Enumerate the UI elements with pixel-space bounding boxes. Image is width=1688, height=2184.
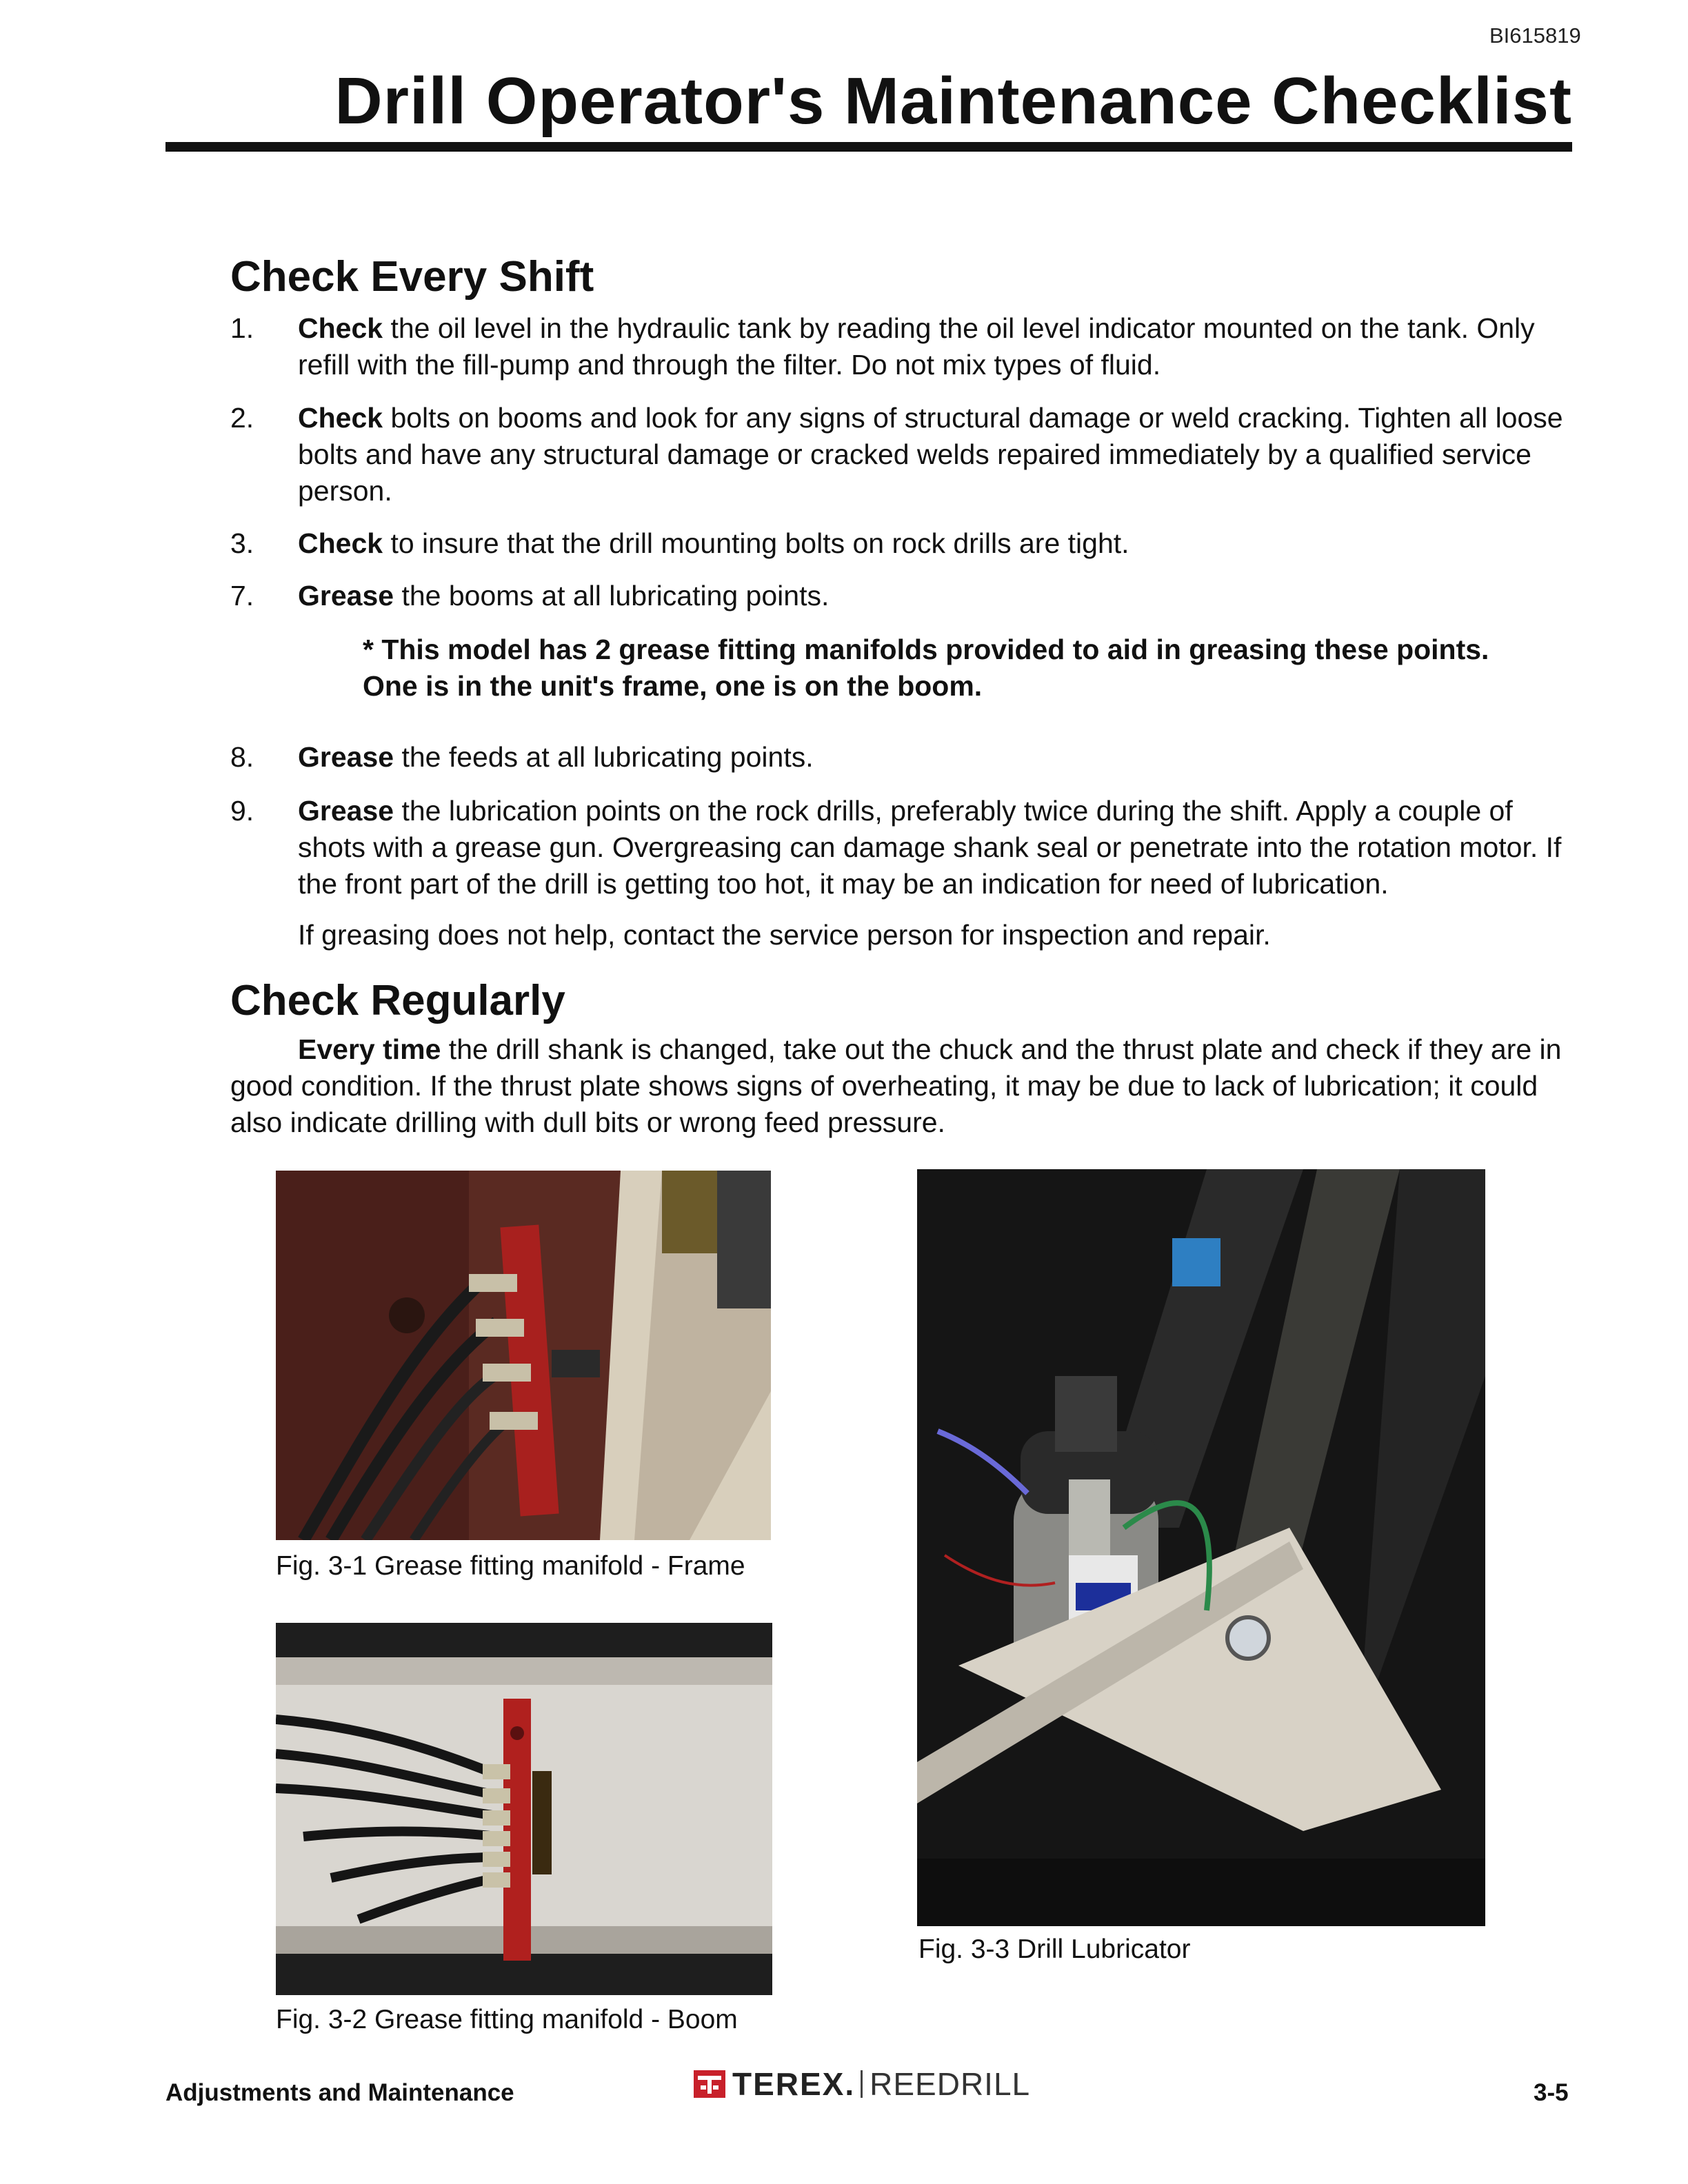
list-item-verb: Grease [298,795,394,827]
terex-logo-icon [694,2070,725,2098]
brand-terex: TEREX. [732,2066,856,2102]
list-item-body: the feeds at all lubricating points. [394,741,814,773]
list-item-body: to insure that the drill mounting bolts on rock drills are tight. [383,527,1129,559]
list-item [230,310,1572,383]
list-item-verb: Check [298,312,383,344]
list-item-text [298,793,1572,902]
list-item-text [298,739,1572,776]
list-item [230,793,1572,902]
list-item-number: 8. [230,741,254,773]
list-item-text [298,525,1572,562]
list-item-body: the booms at all lubricating points. [394,580,830,611]
fig-3-2-caption: Fig. 3-2 Grease fitting manifold - Boom [276,2005,738,2034]
list-item-verb: Check [298,527,383,559]
fig-3-3-caption: Fig. 3-3 Drill Lubricator [918,1934,1191,1964]
list-item-verb: Check [298,402,383,434]
paragraph-body: the drill shank is changed, take out the chuck and the thrust plate and check if they are in good condition. If the thrust plate shows signs of overheating, it may be due to lack of lubrication; it could also indicate drilling with dull bits or wrong feed pressure. [230,1033,1562,1138]
list-item [230,525,1572,562]
list-item-number: 1. [230,312,254,344]
followup-text: If greasing does not help, contact the service person for inspection and repair. [298,919,1271,951]
title-rule [165,142,1572,152]
list-item-number: 7. [230,580,254,611]
grease-manifold-note: * This model has 2 grease fitting manifolds provided to aid in greasing these points. One is in the unit's frame, one is on the boom. [363,634,1489,702]
followup-paragraph [230,917,1572,953]
section-heading-check-regularly: Check Regularly [230,977,565,1024]
list-item [230,739,1572,776]
list-item [230,578,1572,614]
footer-section-name: Adjustments and Maintenance [165,2079,514,2106]
list-item-number: 9. [230,795,254,827]
check-regularly-paragraph [230,1031,1572,1141]
page-title: Drill Operator's Maintenance Checklist [334,64,1572,138]
list-item-body: bolts on booms and look for any signs of structural damage or weld cracking. Tighten all loose bolts and have any structural damage or cracked welds repaired immediately by a qualified service person. [298,402,1563,507]
list-item-verb: Grease [298,741,394,773]
paragraph-lead: Every time [298,1033,441,1065]
list-item-body: the lubrication points on the rock drills, preferably twice during the shift. Apply a couple of shots with a grease gun. Overgreasing can damage shank seal or penetrate into the rotation motor. If the front part of the drill is getting too hot, it may be an indication for need of lubrication. [298,795,1562,900]
document-id: BI615819 [1489,23,1581,48]
list-item-number: 2. [230,402,254,434]
list-item-text [298,310,1572,383]
section-heading-every-shift: Check Every Shift [230,253,594,301]
brand-separator [861,2070,863,2098]
fig-3-3-photo [917,1169,1485,1926]
list-item-text [298,400,1572,509]
list-item-number: 3. [230,527,254,559]
list-item-verb: Grease [298,580,394,611]
page-number: 3-5 [1534,2079,1569,2106]
list-item-text [298,578,1572,614]
list-item [230,400,1572,509]
brand-reedrill: REEDRILL [870,2066,1031,2102]
fig-3-1-photo [276,1171,771,1540]
fig-3-1-caption: Fig. 3-1 Grease fitting manifold - Frame [276,1551,745,1581]
terex-reedrill-logo [694,2067,1030,2101]
fig-3-2-photo [276,1623,772,1995]
list-item-body: the oil level in the hydraulic tank by reading the oil level indicator mounted on the tank. Only refill with the fill-pump and through the filter. Do not mix types of fluid. [298,312,1535,381]
